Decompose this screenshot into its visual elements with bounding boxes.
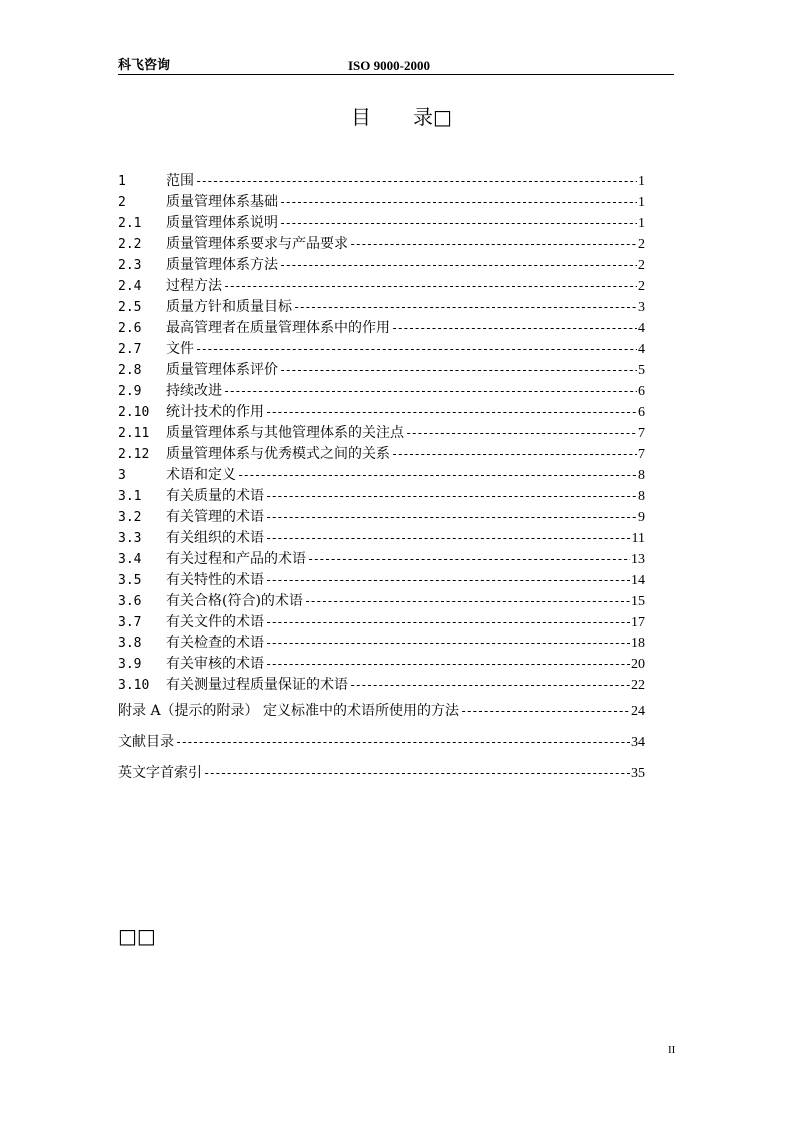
toc-entry-page: 22: [631, 678, 645, 693]
toc-entry-label: 质量管理体系基础: [166, 194, 278, 210]
dot-leader: [349, 675, 630, 696]
toc-entry-page: 1: [638, 195, 645, 210]
toc-entry-number: 3.8: [118, 636, 142, 651]
toc-entry-label: 术语和定义: [166, 467, 236, 483]
dot-leader: [279, 213, 637, 234]
toc-entry-page: 11: [631, 531, 645, 546]
toc-entry-number: 3.4: [118, 552, 142, 567]
toc-entry-3-7[interactable]: [118, 612, 645, 633]
toc-entry-number: 2.7: [118, 342, 142, 357]
toc-entry-2-6[interactable]: [118, 318, 645, 339]
toc-entry-2-9[interactable]: [118, 381, 645, 402]
dot-leader: [237, 465, 637, 486]
dot-leader: [223, 276, 637, 297]
toc-entry-label: 英文字首索引: [118, 765, 202, 781]
toc-entry-number: 3.7: [118, 615, 142, 630]
toc-entry-label: 质量管理体系要求与产品要求: [166, 236, 348, 252]
toc-entry-page: 4: [638, 342, 645, 357]
toc-entry-3-4[interactable]: [118, 549, 645, 570]
toc-entry-number: 2.3: [118, 258, 142, 273]
toc-entry-label: 统计技术的作用: [166, 404, 264, 420]
toc-entry-label: 质量方针和质量目标: [166, 299, 292, 315]
toc-entry-label: 有关测量过程质量保证的术语: [166, 677, 348, 693]
toc-entry-label: 附录 A（提示的附录） 定义标准中的术语所使用的方法: [118, 703, 460, 719]
toc-entry-bibliography[interactable]: [118, 727, 645, 758]
toc-entry-3-1[interactable]: [118, 486, 645, 507]
toc-entry-page: 2: [638, 258, 645, 273]
toc-entry-label: 文件: [166, 341, 194, 357]
toc-entry-number: 2.5: [118, 300, 142, 315]
toc-entry-label: 有关质量的术语: [166, 488, 264, 504]
toc-entry-number: 1: [118, 174, 126, 189]
toc-entry-number: 2.12: [118, 447, 150, 462]
toc-entry-label: 有关过程和产品的术语: [166, 551, 306, 567]
toc-entry-2-7[interactable]: [118, 339, 645, 360]
toc-entry-number: 2: [118, 195, 126, 210]
toc-entry-page: 34: [631, 735, 645, 750]
dot-leader: [265, 507, 637, 528]
toc-entry-label: 有关检查的术语: [166, 635, 264, 651]
toc-entry-3-3[interactable]: [118, 528, 645, 549]
page-number: II: [668, 1044, 676, 1056]
dot-leader: [195, 171, 637, 192]
dot-leader: [349, 234, 637, 255]
toc-entry-number: 3.10: [118, 678, 150, 693]
toc-entry-number: 2.9: [118, 384, 142, 399]
toc-entry-page: 1: [638, 216, 645, 231]
toc-entry-page: 4: [638, 321, 645, 336]
toc-title-part1: 目: [351, 105, 372, 129]
toc-entry-page: 24: [631, 704, 645, 719]
placeholder-glyphs: □□: [118, 924, 156, 948]
toc-entry-page: 5: [638, 363, 645, 378]
toc-entry-2-2[interactable]: [118, 234, 645, 255]
toc-entry-1[interactable]: [118, 171, 645, 192]
toc-entry-label: 有关组织的术语: [166, 530, 264, 546]
dot-leader: [304, 591, 630, 612]
toc-entry-3-2[interactable]: [118, 507, 645, 528]
dot-leader: [175, 727, 630, 758]
toc-entry-label: 质量管理体系与其他管理体系的关注点: [166, 425, 404, 441]
toc-title-part2: 录□: [413, 105, 452, 129]
toc-entry-2-11[interactable]: [118, 423, 645, 444]
toc-entry-3-5[interactable]: [118, 570, 645, 591]
dot-leader: [195, 339, 637, 360]
toc-entry-label: 有关合格(符合)的术语: [166, 593, 303, 609]
toc-entry-3-8[interactable]: [118, 633, 645, 654]
toc-entry-2-10[interactable]: [118, 402, 645, 423]
toc-entry-label: 最高管理者在质量管理体系中的作用: [166, 320, 390, 336]
toc-entry-page: 6: [638, 384, 645, 399]
page-header: [118, 58, 674, 75]
toc-entry-3-6[interactable]: [118, 591, 645, 612]
toc-entry-number: 2.4: [118, 279, 142, 294]
toc-entry-label: 有关管理的术语: [166, 509, 264, 525]
dot-leader: [265, 528, 631, 549]
toc-entry-2-4[interactable]: [118, 276, 645, 297]
toc-entry-page: 7: [638, 426, 645, 441]
toc-entry-2-12[interactable]: [118, 444, 645, 465]
dot-leader: [307, 549, 630, 570]
toc-entry-page: 2: [638, 237, 645, 252]
toc-entry-page: 17: [631, 615, 645, 630]
toc-entry-number: 3.1: [118, 489, 142, 504]
toc-entry-page: 14: [631, 573, 645, 588]
toc-entry-number: 2.2: [118, 237, 142, 252]
toc-entry-label: 质量管理体系方法: [166, 257, 278, 273]
toc-entry-number: 3.2: [118, 510, 142, 525]
toc-entry-page: 2: [638, 279, 645, 294]
toc-entry-page: 35: [631, 766, 645, 781]
toc-entry-number: 2.11: [118, 426, 150, 441]
toc-entry-number: 3.9: [118, 657, 142, 672]
toc-entry-label: 有关特性的术语: [166, 572, 264, 588]
toc-entry-2-8[interactable]: [118, 360, 645, 381]
dot-leader: [293, 297, 637, 318]
toc-entry-label: 质量管理体系评价: [166, 362, 278, 378]
dot-leader: [265, 654, 630, 675]
toc-entry-label: 有关文件的术语: [166, 614, 264, 630]
toc-entry-label: 质量管理体系说明: [166, 215, 278, 231]
toc-entry-page: 15: [631, 594, 645, 609]
dot-leader: [391, 318, 637, 339]
toc-entry-page: 1: [638, 174, 645, 189]
toc-entry-label: 文献目录: [118, 734, 174, 750]
toc-entry-number: 3.3: [118, 531, 142, 546]
toc-entry-page: 8: [638, 468, 645, 483]
toc-entry-label: 过程方法: [166, 278, 222, 294]
dot-leader: [265, 402, 637, 423]
toc-entry-page: 13: [631, 552, 645, 567]
toc-entry-number: 3: [118, 468, 126, 483]
toc-title: [0, 104, 793, 130]
toc-entry-3[interactable]: [118, 465, 645, 486]
toc-entry-2-5[interactable]: [118, 297, 645, 318]
header-company: 科飞咨询: [118, 58, 171, 73]
toc-entry-page: 8: [638, 489, 645, 504]
toc-entry-2-3[interactable]: [118, 255, 645, 276]
toc-entry-page: 18: [631, 636, 645, 651]
toc-entry-index[interactable]: [118, 758, 645, 789]
dot-leader: [203, 758, 630, 789]
toc-entry-number: 3.5: [118, 573, 142, 588]
toc-entry-page: 9: [638, 510, 645, 525]
table-of-contents: [118, 171, 645, 789]
toc-entry-number: 2.10: [118, 405, 150, 420]
toc-entry-2[interactable]: [118, 192, 645, 213]
toc-entry-2-1[interactable]: [118, 213, 645, 234]
toc-entry-page: 6: [638, 405, 645, 420]
toc-entry-3-10[interactable]: [118, 675, 645, 696]
dot-leader: [279, 255, 637, 276]
toc-entry-number: 2.8: [118, 363, 142, 378]
dot-leader: [223, 381, 637, 402]
dot-leader: [265, 486, 637, 507]
dot-leader: [279, 360, 637, 381]
toc-entry-page: 7: [638, 447, 645, 462]
dot-leader: [265, 633, 630, 654]
toc-entry-label: 质量管理体系与优秀模式之间的关系: [166, 446, 390, 462]
toc-entry-number: 2.1: [118, 216, 142, 231]
toc-entry-number: 2.6: [118, 321, 142, 336]
toc-entry-page: 3: [638, 300, 645, 315]
header-standard: ISO 9000-2000: [348, 58, 430, 73]
dot-leader: [265, 570, 630, 591]
dot-leader: [279, 192, 637, 213]
toc-entry-number: 3.6: [118, 594, 142, 609]
dot-leader: [391, 444, 637, 465]
toc-entry-appendix-a[interactable]: [118, 696, 645, 727]
dot-leader: [460, 696, 630, 727]
toc-entry-label: 有关审核的术语: [166, 656, 264, 672]
dot-leader: [265, 612, 630, 633]
toc-entry-label: 持续改进: [166, 383, 222, 399]
toc-entry-page: 20: [631, 657, 645, 672]
dot-leader: [405, 423, 637, 444]
toc-entry-label: 范围: [166, 173, 194, 189]
toc-entry-3-9[interactable]: [118, 654, 645, 675]
